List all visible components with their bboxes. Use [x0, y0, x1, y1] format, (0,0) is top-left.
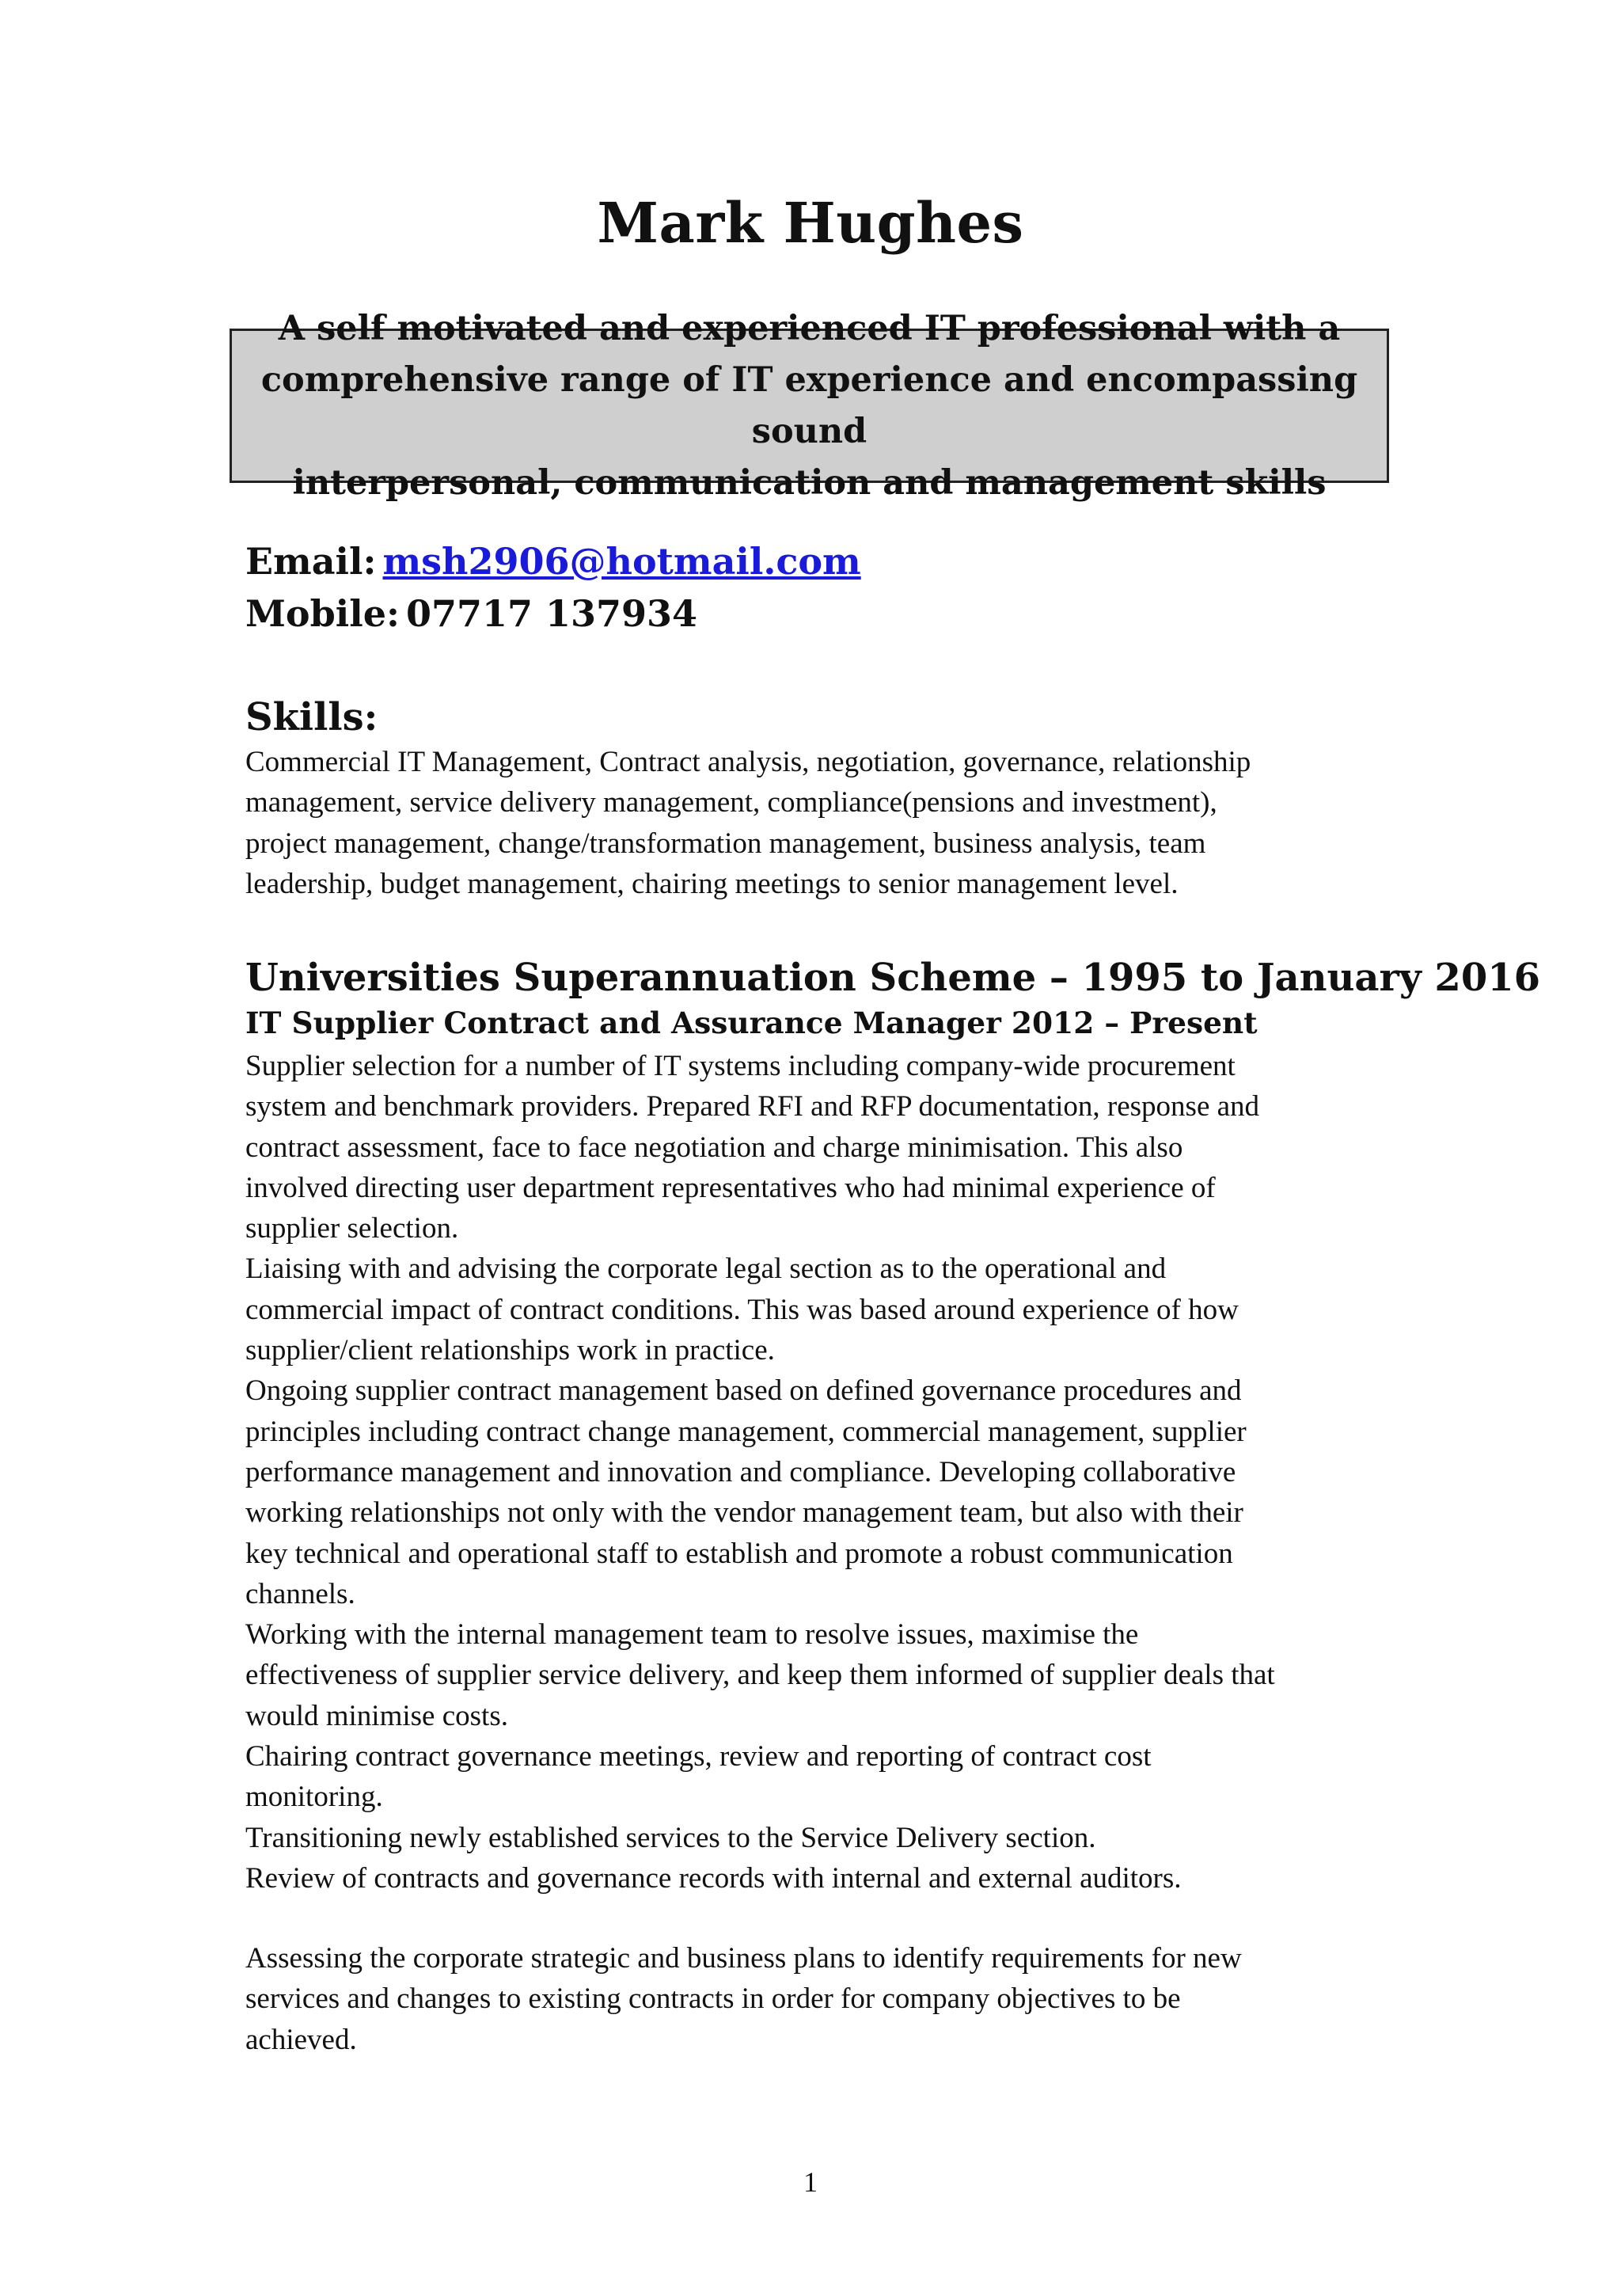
- skills-heading: Skills:: [245, 695, 378, 739]
- description-line: principles including contract change management, commercial management, supplier: [245, 1415, 1247, 1448]
- closing-line: achieved.: [245, 2023, 357, 2056]
- summary-line: interpersonal, communication and management skills: [292, 462, 1327, 503]
- employer-heading: Universities Superannuation Scheme – 1995 to January 2016: [245, 956, 1541, 1000]
- description-line: would minimise costs.: [245, 1699, 508, 1732]
- description-line: key technical and operational staff to establish and promote a robust communication: [245, 1537, 1233, 1570]
- page-number: 1: [803, 2166, 818, 2198]
- description-line: system and benchmark providers. Prepared RFI and RFP documentation, response and: [245, 1090, 1260, 1123]
- description-line: supplier/client relationships work in practice.: [245, 1334, 775, 1367]
- summary-text: [241, 303, 1377, 509]
- summary-box: [230, 308, 1389, 503]
- description-line: Working with the internal management team to resolve issues, maximise the: [245, 1618, 1139, 1652]
- description-line: Chairing contract governance meetings, review and reporting of contract cost: [245, 1740, 1152, 1773]
- mobile-number: 07717 137934: [405, 592, 698, 635]
- skills-line: project management, change/transformation management, business analysis, team: [245, 827, 1206, 860]
- description-line: Ongoing supplier contract management based on defined governance procedures and: [245, 1374, 1242, 1408]
- email-row: [245, 540, 861, 583]
- description-line: Liaising with and advising the corporate legal section as to the operational and: [245, 1253, 1167, 1286]
- description-line: Supplier selection for a number of IT systems including company-wide procurement: [245, 1050, 1236, 1082]
- description-line: monitoring.: [245, 1781, 383, 1814]
- description-line: contract assessment, face to face negotiation and charge minimisation. This also: [245, 1131, 1183, 1164]
- candidate-name: Mark Hughes: [597, 190, 1024, 256]
- description-line: working relationships not only with the vendor management team, but also with their: [245, 1496, 1243, 1530]
- mobile-row: [245, 592, 697, 635]
- email-label: Email:: [245, 540, 377, 583]
- description-line: channels.: [245, 1577, 355, 1610]
- skills-text: [245, 742, 1385, 904]
- closing-line: Assessing the corporate strategic and business plans to identify requirements for new: [245, 1942, 1242, 1975]
- description-line: commercial impact of contract conditions. This was based around experience of how: [245, 1293, 1239, 1326]
- closing-paragraph: [245, 1938, 1385, 2060]
- skills-line: management, service delivery management, compliance(pensions and investment),: [245, 786, 1217, 819]
- skills-line: leadership, budget management, chairing meetings to senior management level.: [245, 867, 1179, 900]
- description-line: Transitioning newly established services to the Service Delivery section.: [245, 1821, 1096, 1854]
- description-line: involved directing user department representatives who had minimal experience of: [245, 1171, 1216, 1204]
- role-description: [245, 1046, 1385, 1899]
- role-title: IT Supplier Contract and Assurance Manager 2012 – Present: [245, 1005, 1258, 1040]
- summary-line: A self motivated and experienced IT professional with a: [278, 308, 1341, 348]
- description-line: supplier selection.: [245, 1212, 459, 1245]
- email-link[interactable]: msh2906@hotmail.com: [382, 540, 861, 583]
- description-line: effectiveness of supplier service delivery, and keep them informed of supplier deals that: [245, 1659, 1275, 1692]
- summary-line: comprehensive range of IT experience and encompassing sound: [260, 359, 1358, 451]
- description-line: performance management and innovation and compliance. Developing collaborative: [245, 1455, 1236, 1488]
- skills-line: Commercial IT Management, Contract analysis, negotiation, governance, relationship: [245, 746, 1251, 778]
- mobile-label: Mobile:: [245, 592, 400, 635]
- description-line: Review of contracts and governance records with internal and external auditors.: [245, 1861, 1182, 1895]
- closing-line: services and changes to existing contracts in order for company objectives to be: [245, 1982, 1181, 2016]
